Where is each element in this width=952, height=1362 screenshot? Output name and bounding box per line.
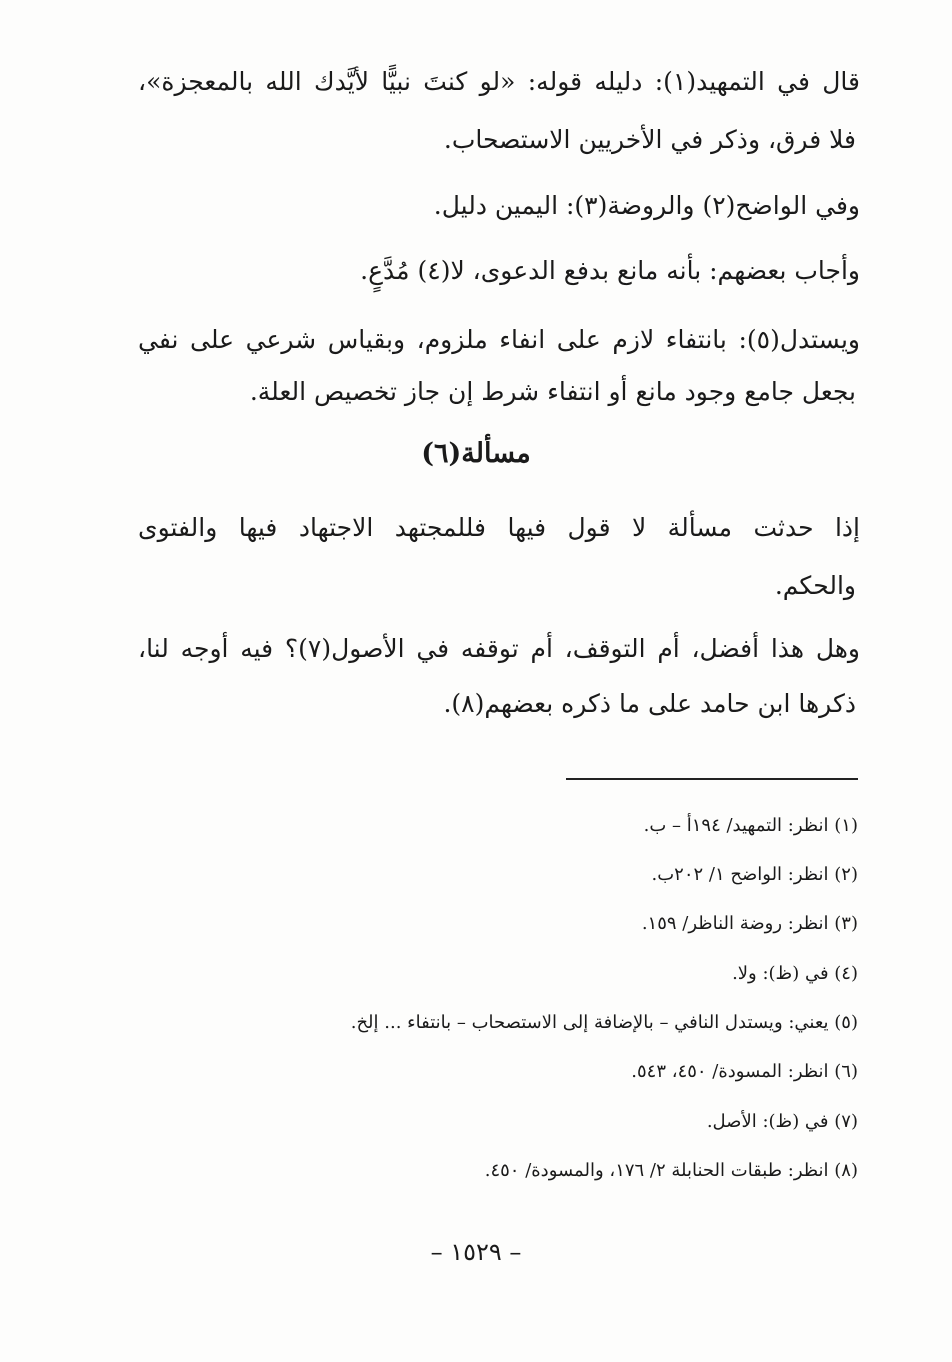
body-line-7: إذا حدثت مسألة لا قول فيها فللمجتهد الاجتهاد فيها والفتوى	[138, 513, 860, 542]
footnote-4: (٤) في (ظ): ولا.	[732, 963, 858, 984]
footnote-5: (٥) يعني: ويستدل النافي – بالإضافة إلى الاستصحاب – بانتفاء ... إلخ.	[350, 1012, 858, 1033]
body-line-10: ذكرها ابن حامد على ما ذكره بعضهم(٨).	[443, 689, 856, 718]
body-line-9: وهل هذا أفضل، أم التوقف، أم توقفه في الأصول(٧)؟ فيه أوجه لنا،	[138, 634, 861, 663]
page-number: – ١٥٢٩ –	[430, 1238, 522, 1266]
footnote-2: (٢) انظر: الواضح ١/ ٢٠٢ب.	[651, 864, 858, 885]
body-line-8: والحكم.	[774, 571, 856, 600]
section-heading: مسألة(٦)	[421, 438, 531, 469]
footnote-1: (١) انظر: التمهيد/ ١٩٤أ – ب.	[643, 815, 858, 836]
body-line-3: وفي الواضح(٢) والروضة(٣): اليمين دليل.	[433, 191, 860, 220]
body-line-2: فلا فرق، وذكر في الأخريين الاستصحاب.	[443, 125, 856, 154]
body-line-5: ويستدل(٥): بانتفاء لازم على انفاء ملزوم، وبقياس شرعي على نفي	[138, 325, 860, 354]
footnote-6: (٦) انظر: المسودة/ ٤٥٠، ٥٤٣.	[631, 1061, 858, 1082]
body-line-6: بجعل جامع وجود مانع أو انتفاء شرط إن جاز تخصيص العلة.	[249, 377, 856, 406]
body-line-4: وأجاب بعضهم: بأنه مانع بدفع الدعوى، لا(٤) مُدَّعٍ.	[360, 256, 860, 285]
footnote-7: (٧) في (ظ): الأصل.	[706, 1111, 858, 1132]
footnote-separator	[566, 778, 858, 780]
footnote-3: (٣) انظر: روضة الناظر/ ١٥٩.	[641, 913, 858, 934]
body-line-1: قال في التمهيد(١): دليله قوله: «لو كنتَ نبيًّا لأيَّدك الله بالمعجزة»،	[138, 67, 860, 96]
footnote-8: (٨) انظر: طبقات الحنابلة ٢/ ١٧٦، والمسودة/ ٤٥٠.	[484, 1160, 858, 1181]
